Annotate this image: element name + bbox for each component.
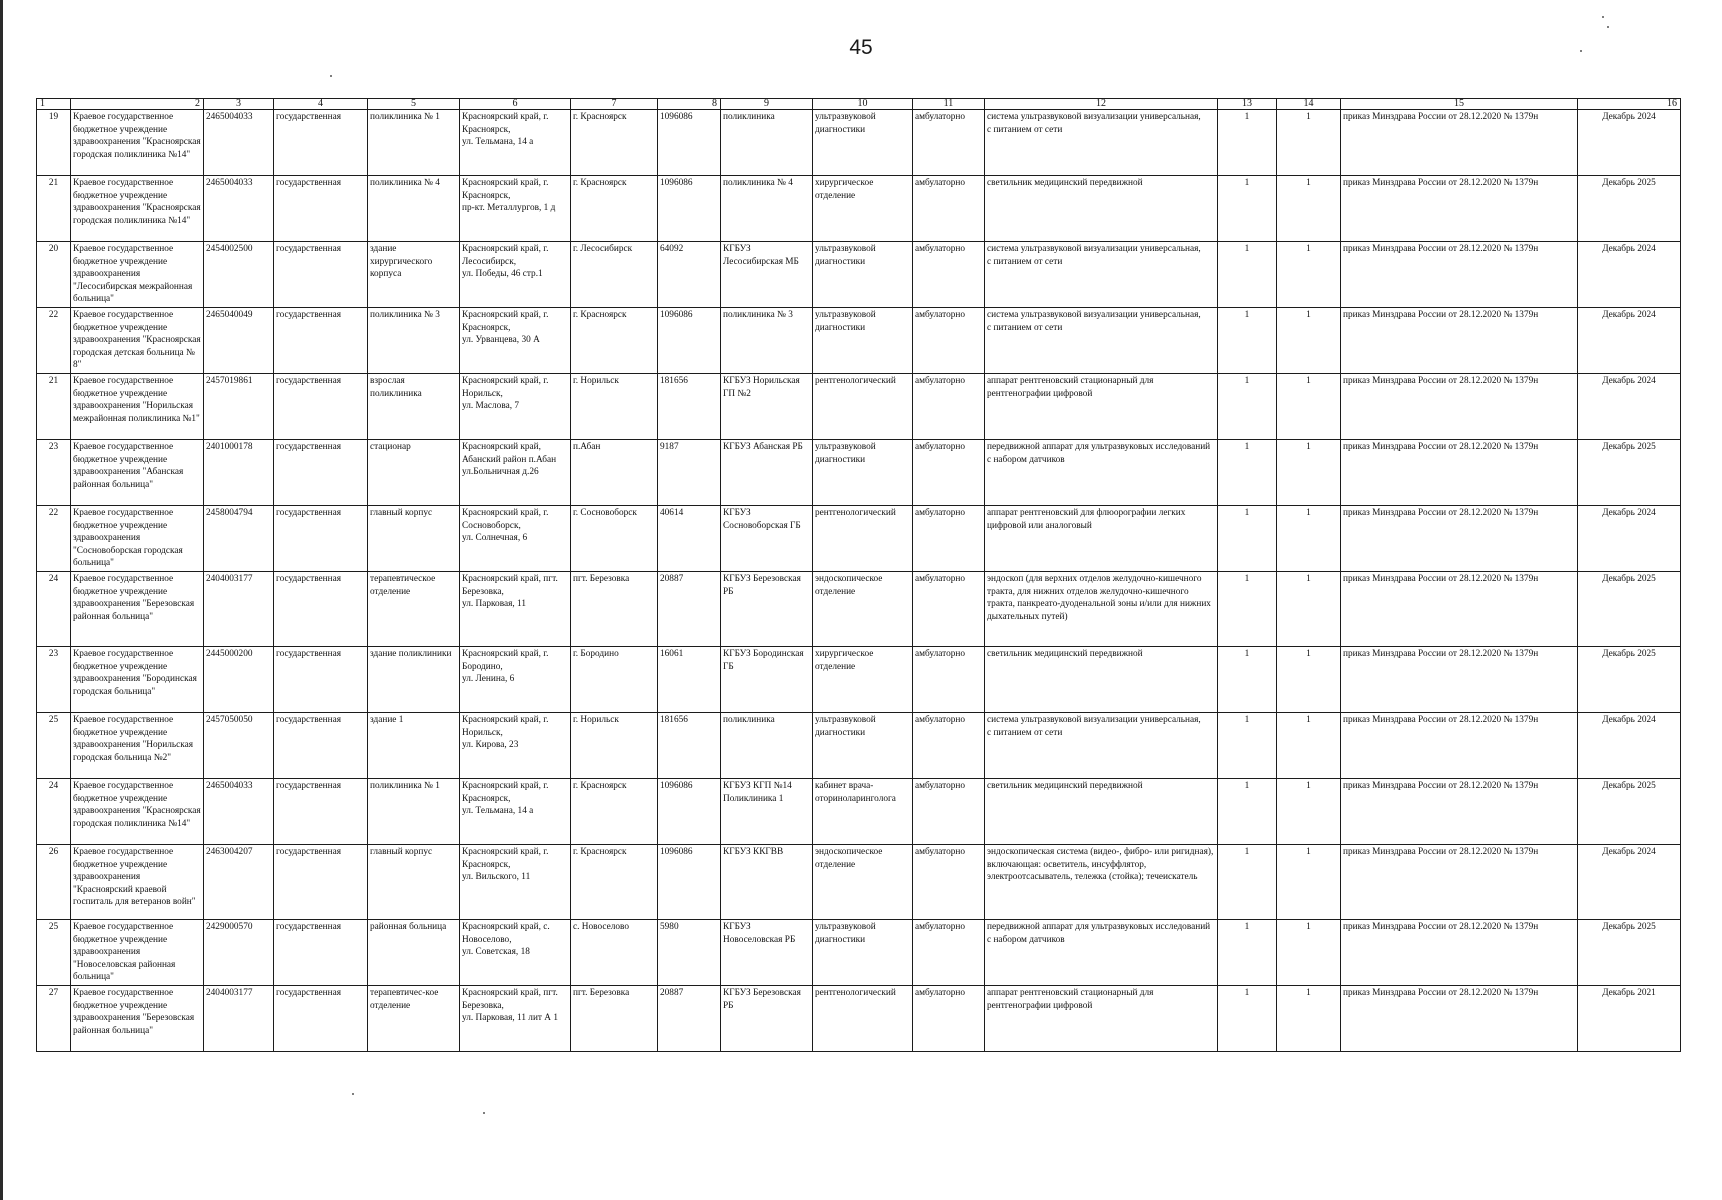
row-number-cell: 19 [37, 110, 71, 176]
column-number: 7 [571, 99, 658, 110]
address-cell: Красноярский край, г. Сосновоборск, ул. Солнечная, 6 [460, 506, 571, 572]
department-cell: хирургическое отделение [813, 176, 913, 242]
unit-cell: КГБУЗ КГП №14 Поликлиника 1 [721, 779, 813, 845]
building-cell: главный корпус [368, 845, 460, 920]
quantity-cell: 1 [1277, 713, 1341, 779]
department-cell: эндоскопическое отделение [813, 572, 913, 647]
table-row [37, 845, 1681, 920]
inn-cell: 2457050050 [204, 713, 274, 779]
column-number: 11 [913, 99, 985, 110]
table-row [37, 572, 1681, 647]
population-cell: 181656 [658, 713, 721, 779]
unit-cell: КГБУЗ Абанская РБ [721, 440, 813, 506]
order-cell: приказ Минздрава России от 28.12.2020 № 1379н [1341, 572, 1578, 647]
equipment-cell: светильник медицинский передвижной [985, 779, 1218, 845]
equipment-cell: система ультразвуковой визуализации универсальная, с питанием от сети [985, 713, 1218, 779]
order-cell: приказ Минздрава России от 28.12.2020 № 1379н [1341, 920, 1578, 986]
inn-cell: 2445000200 [204, 647, 274, 713]
page-number: 45 [849, 36, 873, 59]
care-type-cell: амбулаторно [913, 176, 985, 242]
department-cell: ультразвуковой диагностики [813, 440, 913, 506]
department-cell: ультразвуковой диагностики [813, 713, 913, 779]
quantity-cell: 1 [1218, 779, 1277, 845]
inn-cell: 2401000178 [204, 440, 274, 506]
ownership-cell: государственная [274, 779, 368, 845]
population-cell: 181656 [658, 374, 721, 440]
unit-cell: КГБУЗ ККГВВ [721, 845, 813, 920]
care-type-cell: амбулаторно [913, 986, 985, 1052]
order-cell: приказ Минздрава России от 28.12.2020 № 1379н [1341, 440, 1578, 506]
quantity-cell: 1 [1218, 374, 1277, 440]
unit-cell: КГБУЗ Березовская РБ [721, 572, 813, 647]
unit-cell: поликлиника [721, 713, 813, 779]
order-cell: приказ Минздрава России от 28.12.2020 № 1379н [1341, 845, 1578, 920]
quantity-cell: 1 [1218, 920, 1277, 986]
table-row [37, 308, 1681, 374]
table-body [37, 99, 1681, 1052]
building-cell: здание 1 [368, 713, 460, 779]
address-cell: Красноярский край, г. Норильск, ул. Маслова, 7 [460, 374, 571, 440]
row-number-cell: 21 [37, 374, 71, 440]
organization-cell: Краевое государственное бюджетное учреждение здравоохранения "Березовская районная больница" [71, 986, 204, 1052]
column-number-row [37, 99, 1681, 110]
deadline-cell: Декабрь 2024 [1578, 845, 1681, 920]
quantity-cell: 1 [1277, 845, 1341, 920]
population-cell: 9187 [658, 440, 721, 506]
population-cell: 1096086 [658, 308, 721, 374]
inn-cell: 2463004207 [204, 845, 274, 920]
building-cell: терапевтичес-кое отделение [368, 986, 460, 1052]
column-number: 10 [813, 99, 913, 110]
order-cell: приказ Минздрава России от 28.12.2020 № 1379н [1341, 374, 1578, 440]
inn-cell: 2465004033 [204, 176, 274, 242]
quantity-cell: 1 [1218, 110, 1277, 176]
ownership-cell: государственная [274, 176, 368, 242]
table-row [37, 440, 1681, 506]
row-number-cell: 21 [37, 176, 71, 242]
building-cell: поликлиника № 3 [368, 308, 460, 374]
column-number: 13 [1218, 99, 1277, 110]
population-cell: 40614 [658, 506, 721, 572]
deadline-cell: Декабрь 2024 [1578, 242, 1681, 308]
scan-speck [1580, 50, 1582, 52]
department-cell: ультразвуковой диагностики [813, 920, 913, 986]
quantity-cell: 1 [1218, 176, 1277, 242]
ownership-cell: государственная [274, 572, 368, 647]
department-cell: ультразвуковой диагностики [813, 110, 913, 176]
row-number-cell: 22 [37, 506, 71, 572]
population-cell: 20887 [658, 572, 721, 647]
inn-cell: 2429000570 [204, 920, 274, 986]
row-number-cell: 23 [37, 647, 71, 713]
deadline-cell: Декабрь 2025 [1578, 779, 1681, 845]
deadline-cell: Декабрь 2025 [1578, 176, 1681, 242]
care-type-cell: амбулаторно [913, 572, 985, 647]
department-cell: эндоскопическое отделение [813, 845, 913, 920]
quantity-cell: 1 [1218, 506, 1277, 572]
organization-cell: Краевое государственное бюджетное учреждение здравоохранения "Лесосибирская межрайонная больница" [71, 242, 204, 308]
quantity-cell: 1 [1218, 713, 1277, 779]
deadline-cell: Декабрь 2025 [1578, 920, 1681, 986]
equipment-cell: система ультразвуковой визуализации универсальная, с питанием от сети [985, 242, 1218, 308]
locality-cell: г. Красноярск [571, 176, 658, 242]
deadline-cell: Декабрь 2025 [1578, 440, 1681, 506]
organization-cell: Краевое государственное бюджетное учреждение здравоохранения "Новоселовская районная больница" [71, 920, 204, 986]
inn-cell: 2454002500 [204, 242, 274, 308]
order-cell: приказ Минздрава России от 28.12.2020 № 1379н [1341, 242, 1578, 308]
column-number: 9 [721, 99, 813, 110]
column-number: 4 [274, 99, 368, 110]
quantity-cell: 1 [1277, 779, 1341, 845]
locality-cell: пгт. Березовка [571, 986, 658, 1052]
unit-cell: КГБУЗ Березовская РБ [721, 986, 813, 1052]
order-cell: приказ Минздрава России от 28.12.2020 № 1379н [1341, 176, 1578, 242]
column-number: 1 [37, 99, 71, 110]
organization-cell: Краевое государственное бюджетное учреждение здравоохранения "Березовская районная больница" [71, 572, 204, 647]
building-cell: стационар [368, 440, 460, 506]
care-type-cell: амбулаторно [913, 440, 985, 506]
care-type-cell: амбулаторно [913, 110, 985, 176]
building-cell: районная больница [368, 920, 460, 986]
locality-cell: г. Сосновоборск [571, 506, 658, 572]
quantity-cell: 1 [1277, 986, 1341, 1052]
scan-speck [352, 1093, 354, 1095]
ownership-cell: государственная [274, 506, 368, 572]
unit-cell: КГБУЗ Новоселовская РБ [721, 920, 813, 986]
table-row [37, 242, 1681, 308]
organization-cell: Краевое государственное бюджетное учреждение здравоохранения "Красноярская городская поликлиника №14" [71, 110, 204, 176]
locality-cell: г. Норильск [571, 374, 658, 440]
table-row [37, 713, 1681, 779]
building-cell: поликлиника № 4 [368, 176, 460, 242]
department-cell: рентгенологический [813, 374, 913, 440]
table-row [37, 110, 1681, 176]
order-cell: приказ Минздрава России от 28.12.2020 № 1379н [1341, 986, 1578, 1052]
quantity-cell: 1 [1218, 572, 1277, 647]
quantity-cell: 1 [1277, 506, 1341, 572]
address-cell: Красноярский край, Абанский район п.Абан ул.Больничная д.26 [460, 440, 571, 506]
quantity-cell: 1 [1218, 440, 1277, 506]
ownership-cell: государственная [274, 647, 368, 713]
building-cell: здание хирургического корпуса [368, 242, 460, 308]
order-cell: приказ Минздрава России от 28.12.2020 № 1379н [1341, 506, 1578, 572]
equipment-cell: аппарат рентгеновский для флюорографии легких цифровой или аналоговый [985, 506, 1218, 572]
unit-cell: КГБУЗ Бородинская ГБ [721, 647, 813, 713]
deadline-cell: Декабрь 2025 [1578, 572, 1681, 647]
care-type-cell: амбулаторно [913, 845, 985, 920]
inn-cell: 2465004033 [204, 110, 274, 176]
deadline-cell: Декабрь 2021 [1578, 986, 1681, 1052]
population-cell: 1096086 [658, 110, 721, 176]
ownership-cell: государственная [274, 242, 368, 308]
care-type-cell: амбулаторно [913, 308, 985, 374]
address-cell: Красноярский край, г. Лесосибирск, ул. Победы, 46 стр.1 [460, 242, 571, 308]
population-cell: 1096086 [658, 779, 721, 845]
equipment-cell: аппарат рентгеновский стационарный для рентгенографии цифровой [985, 374, 1218, 440]
building-cell: поликлиника № 1 [368, 110, 460, 176]
inn-cell: 2404003177 [204, 986, 274, 1052]
unit-cell: поликлиника № 4 [721, 176, 813, 242]
equipment-register-table [36, 98, 1681, 1052]
deadline-cell: Декабрь 2024 [1578, 506, 1681, 572]
table-row [37, 374, 1681, 440]
building-cell: поликлиника № 1 [368, 779, 460, 845]
address-cell: Красноярский край, г. Норильск, ул. Кирова, 23 [460, 713, 571, 779]
address-cell: Красноярский край, пгт. Березовка, ул. Парковая, 11 лит А 1 [460, 986, 571, 1052]
organization-cell: Краевое государственное бюджетное учреждение здравоохранения "Красноярский краевой госпиталь для ветеранов войн" [71, 845, 204, 920]
inn-cell: 2465004033 [204, 779, 274, 845]
locality-cell: г. Бородино [571, 647, 658, 713]
organization-cell: Краевое государственное бюджетное учреждение здравоохранения "Абанская районная больница" [71, 440, 204, 506]
inn-cell: 2465040049 [204, 308, 274, 374]
row-number-cell: 24 [37, 779, 71, 845]
column-number: 8 [658, 99, 721, 110]
equipment-cell: эндоскопическая система (видео-, фибро- или ригидная), включающая: осветитель, инсуффлятор, электроотсасыватель, тележка (стойка); течеискатель [985, 845, 1218, 920]
quantity-cell: 1 [1218, 308, 1277, 374]
population-cell: 64092 [658, 242, 721, 308]
care-type-cell: амбулаторно [913, 920, 985, 986]
quantity-cell: 1 [1277, 374, 1341, 440]
locality-cell: с. Новоселово [571, 920, 658, 986]
locality-cell: г. Норильск [571, 713, 658, 779]
locality-cell: г. Красноярск [571, 110, 658, 176]
ownership-cell: государственная [274, 374, 368, 440]
ownership-cell: государственная [274, 845, 368, 920]
inn-cell: 2457019861 [204, 374, 274, 440]
quantity-cell: 1 [1277, 440, 1341, 506]
table-row [37, 779, 1681, 845]
row-number-cell: 27 [37, 986, 71, 1052]
quantity-cell: 1 [1218, 845, 1277, 920]
department-cell: рентгенологический [813, 506, 913, 572]
care-type-cell: амбулаторно [913, 713, 985, 779]
building-cell: главный корпус [368, 506, 460, 572]
organization-cell: Краевое государственное бюджетное учреждение здравоохранения "Красноярская городская поликлиника №14" [71, 779, 204, 845]
locality-cell: г. Красноярск [571, 845, 658, 920]
row-number-cell: 22 [37, 308, 71, 374]
organization-cell: Краевое государственное бюджетное учреждение здравоохранения "Норильская межрайонная поликлиника №1" [71, 374, 204, 440]
row-number-cell: 25 [37, 713, 71, 779]
quantity-cell: 1 [1277, 176, 1341, 242]
building-cell: взрослая поликлиника [368, 374, 460, 440]
address-cell: Красноярский край, г. Красноярск, ул. Урванцева, 30 А [460, 308, 571, 374]
care-type-cell: амбулаторно [913, 242, 985, 308]
quantity-cell: 1 [1277, 920, 1341, 986]
equipment-cell: светильник медицинский передвижной [985, 176, 1218, 242]
deadline-cell: Декабрь 2024 [1578, 110, 1681, 176]
building-cell: здание поликлиники [368, 647, 460, 713]
table-row [37, 176, 1681, 242]
quantity-cell: 1 [1277, 110, 1341, 176]
department-cell: ультразвуковой диагностики [813, 242, 913, 308]
address-cell: Красноярский край, г. Бородино, ул. Ленина, 6 [460, 647, 571, 713]
address-cell: Красноярский край, г. Красноярск, ул. Тельмана, 14 а [460, 110, 571, 176]
scan-speck [330, 75, 332, 77]
equipment-cell: система ультразвуковой визуализации универсальная, с питанием от сети [985, 308, 1218, 374]
organization-cell: Краевое государственное бюджетное учреждение здравоохранения "Красноярская городская детская больница № 8" [71, 308, 204, 374]
address-cell: Красноярский край, г. Красноярск, ул. Вильского, 11 [460, 845, 571, 920]
row-number-cell: 24 [37, 572, 71, 647]
order-cell: приказ Минздрава России от 28.12.2020 № 1379н [1341, 308, 1578, 374]
locality-cell: г. Красноярск [571, 779, 658, 845]
scan-speck [1607, 26, 1609, 28]
department-cell: ультразвуковой диагностики [813, 308, 913, 374]
quantity-cell: 1 [1277, 572, 1341, 647]
scan-speck [483, 1112, 485, 1114]
order-cell: приказ Минздрава России от 28.12.2020 № 1379н [1341, 713, 1578, 779]
inn-cell: 2458004794 [204, 506, 274, 572]
department-cell: хирургическое отделение [813, 647, 913, 713]
population-cell: 20887 [658, 986, 721, 1052]
address-cell: Красноярский край, г. Красноярск, пр-кт. Металлургов, 1 д [460, 176, 571, 242]
care-type-cell: амбулаторно [913, 647, 985, 713]
table-row [37, 506, 1681, 572]
quantity-cell: 1 [1277, 308, 1341, 374]
table-row [37, 986, 1681, 1052]
unit-cell: КГБУЗ Сосновоборская ГБ [721, 506, 813, 572]
address-cell: Красноярский край, г. Красноярск, ул. Тельмана, 14 а [460, 779, 571, 845]
table-row [37, 647, 1681, 713]
order-cell: приказ Минздрава России от 28.12.2020 № 1379н [1341, 779, 1578, 845]
column-number: 3 [204, 99, 274, 110]
department-cell: кабинет врача-оториноларинголога [813, 779, 913, 845]
scan-speck [1602, 16, 1604, 18]
organization-cell: Краевое государственное бюджетное учреждение здравоохранения "Норильская городская больница №2" [71, 713, 204, 779]
care-type-cell: амбулаторно [913, 779, 985, 845]
quantity-cell: 1 [1277, 647, 1341, 713]
column-number: 5 [368, 99, 460, 110]
quantity-cell: 1 [1218, 647, 1277, 713]
population-cell: 5980 [658, 920, 721, 986]
equipment-cell: аппарат рентгеновский стационарный для рентгенографии цифровой [985, 986, 1218, 1052]
column-number: 15 [1341, 99, 1578, 110]
quantity-cell: 1 [1218, 242, 1277, 308]
inn-cell: 2404003177 [204, 572, 274, 647]
deadline-cell: Декабрь 2024 [1578, 308, 1681, 374]
population-cell: 16061 [658, 647, 721, 713]
order-cell: приказ Минздрава России от 28.12.2020 № 1379н [1341, 110, 1578, 176]
equipment-cell: светильник медицинский передвижной [985, 647, 1218, 713]
population-cell: 1096086 [658, 176, 721, 242]
population-cell: 1096086 [658, 845, 721, 920]
ownership-cell: государственная [274, 440, 368, 506]
ownership-cell: государственная [274, 308, 368, 374]
ownership-cell: государственная [274, 920, 368, 986]
organization-cell: Краевое государственное бюджетное учреждение здравоохранения "Бородинская городская больница" [71, 647, 204, 713]
locality-cell: пгт. Березовка [571, 572, 658, 647]
column-number: 2 [71, 99, 204, 110]
row-number-cell: 23 [37, 440, 71, 506]
equipment-cell: передвижной аппарат для ультразвуковых исследований с набором датчиков [985, 440, 1218, 506]
deadline-cell: Декабрь 2025 [1578, 647, 1681, 713]
locality-cell: п.Абан [571, 440, 658, 506]
address-cell: Красноярский край, пгт. Березовка, ул. Парковая, 11 [460, 572, 571, 647]
care-type-cell: амбулаторно [913, 506, 985, 572]
quantity-cell: 1 [1277, 242, 1341, 308]
locality-cell: г. Лесосибирск [571, 242, 658, 308]
scan-left-edge [0, 0, 3, 1200]
ownership-cell: государственная [274, 713, 368, 779]
column-number: 6 [460, 99, 571, 110]
equipment-cell: система ультразвуковой визуализации универсальная, с питанием от сети [985, 110, 1218, 176]
ownership-cell: государственная [274, 110, 368, 176]
order-cell: приказ Минздрава России от 28.12.2020 № 1379н [1341, 647, 1578, 713]
unit-cell: поликлиника [721, 110, 813, 176]
column-number: 14 [1277, 99, 1341, 110]
organization-cell: Краевое государственное бюджетное учреждение здравоохранения "Сосновоборская городская больница" [71, 506, 204, 572]
ownership-cell: государственная [274, 986, 368, 1052]
deadline-cell: Декабрь 2024 [1578, 374, 1681, 440]
column-number: 16 [1578, 99, 1681, 110]
deadline-cell: Декабрь 2024 [1578, 713, 1681, 779]
unit-cell: КГБУЗ Лесосибирская МБ [721, 242, 813, 308]
equipment-cell: эндоскоп (для верхних отделов желудочно-кишечного тракта, для нижних отделов желудочно-кишечного тракта, панкреато-дуоденальной зоны и/или для нижних дыхательных путей) [985, 572, 1218, 647]
quantity-cell: 1 [1218, 986, 1277, 1052]
locality-cell: г. Красноярск [571, 308, 658, 374]
building-cell: терапевтическое отделение [368, 572, 460, 647]
care-type-cell: амбулаторно [913, 374, 985, 440]
organization-cell: Краевое государственное бюджетное учреждение здравоохранения "Красноярская городская поликлиника №14" [71, 176, 204, 242]
column-number: 12 [985, 99, 1218, 110]
unit-cell: поликлиника № 3 [721, 308, 813, 374]
table-row [37, 920, 1681, 986]
address-cell: Красноярский край, с. Новоселово, ул. Советская, 18 [460, 920, 571, 986]
row-number-cell: 25 [37, 920, 71, 986]
department-cell: рентгенологический [813, 986, 913, 1052]
unit-cell: КГБУЗ Норильская ГП №2 [721, 374, 813, 440]
equipment-cell: передвижной аппарат для ультразвуковых исследований с набором датчиков [985, 920, 1218, 986]
row-number-cell: 26 [37, 845, 71, 920]
row-number-cell: 20 [37, 242, 71, 308]
